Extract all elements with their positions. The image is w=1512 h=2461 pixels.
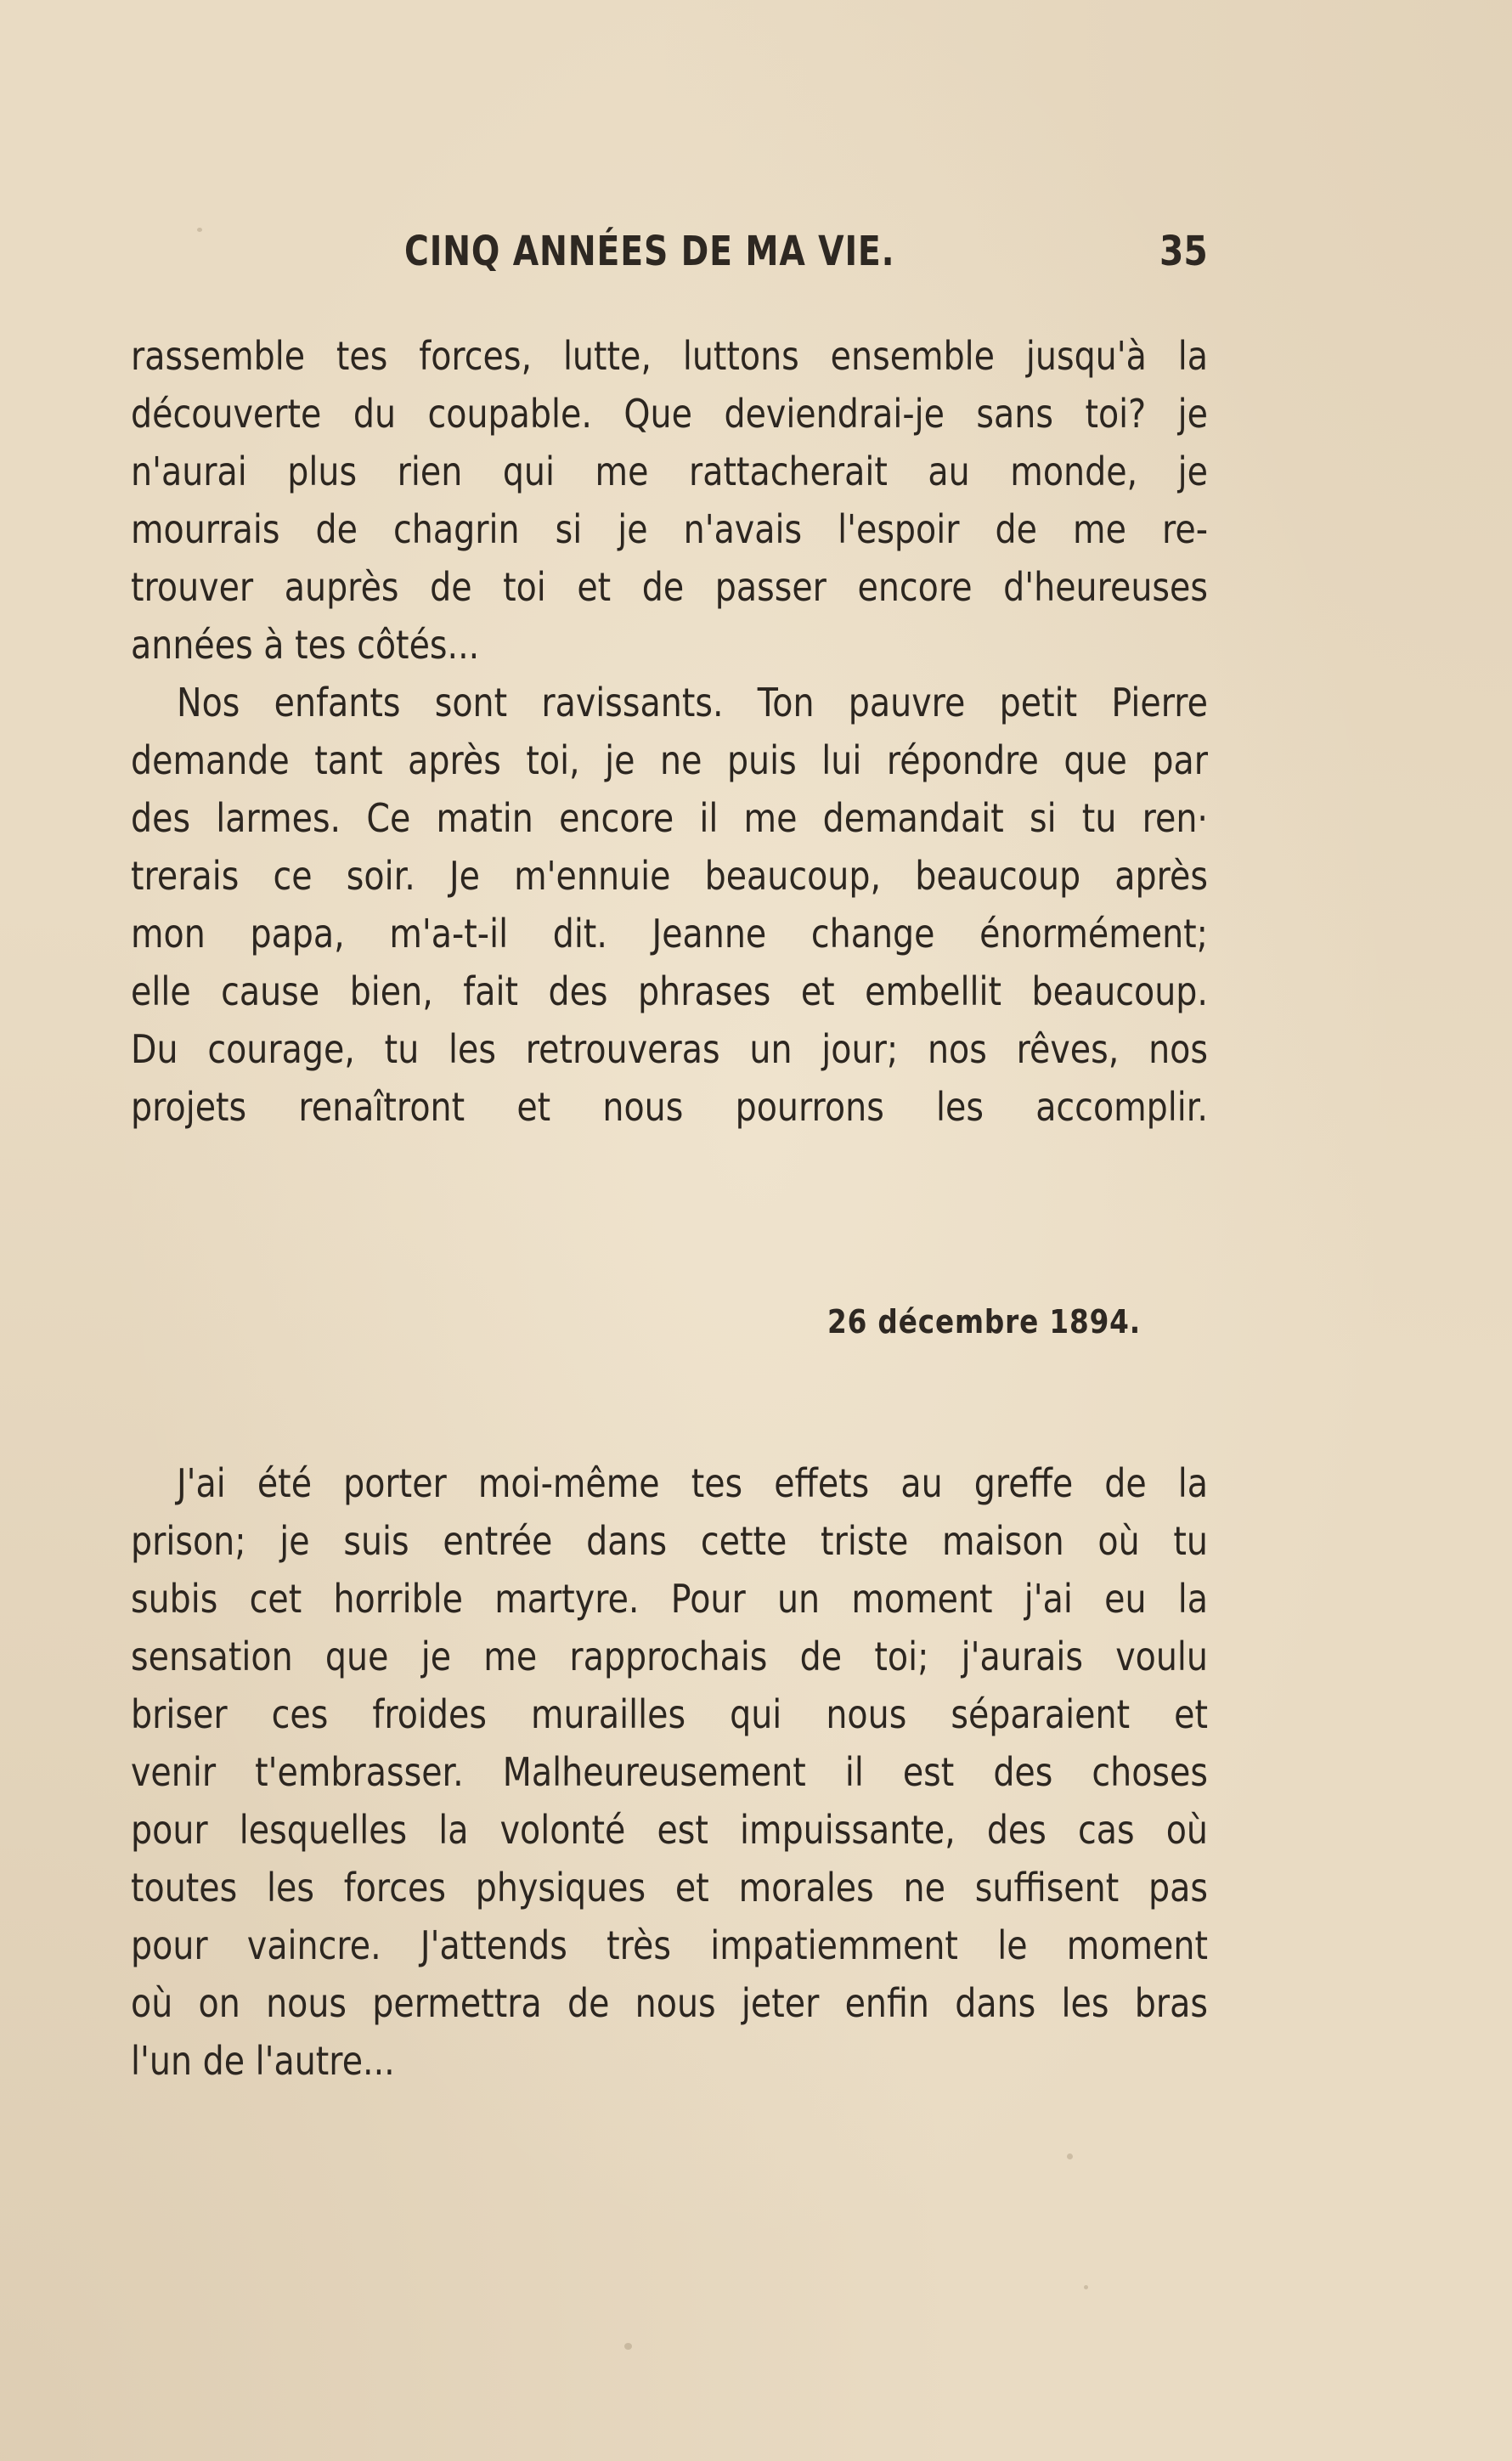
text-line: trouver auprès de toi et de passer encore d'heureuses [131, 564, 1208, 610]
text-line: n'aurai plus rien qui me rattacherait au monde, je [131, 449, 1208, 494]
text-line: Du courage, tu les retrouveras un jour; nos rêves, nos [131, 1026, 1208, 1072]
text-line: découverte du coupable. Que deviendrai-je sans toi? je [131, 391, 1208, 437]
text-line: briser ces froides murailles qui nous séparaient et [131, 1691, 1208, 1737]
text-line: où on nous permettra de nous jeter enfin dans les bras [131, 1980, 1208, 2026]
text-line: toutes les forces physiques et morales ne suffisent pas [131, 1865, 1208, 1911]
text-line: demande tant après toi, je ne puis lui répondre que par [131, 737, 1208, 783]
text-line: projets renaîtront et nous pourrons les accomplir. [131, 1084, 1208, 1130]
text-line: venir t'embrasser. Malheureusement il est des choses [131, 1749, 1208, 1795]
text-line: prison; je suis entrée dans cette triste maison où tu [131, 1518, 1208, 1564]
text-line: mourrais de chagrin si je n'avais l'espoir de me re- [131, 506, 1208, 552]
page-header [131, 228, 1208, 287]
paper-speck [1084, 2285, 1088, 2289]
text-line: rassemble tes forces, lutte, luttons ensemble jusqu'à la [131, 333, 1208, 379]
letter-text-top [131, 327, 1208, 1136]
paper-speck [1067, 2153, 1073, 2159]
text-line: elle cause bien, fait des phrases et embellit beaucoup. [131, 968, 1208, 1014]
text-line: l'un de l'autre... [131, 2038, 395, 2084]
running-title: CINQ ANNÉES DE MA VIE. [404, 228, 895, 275]
text-line: trerais ce soir. Je m'ennuie beaucoup, beaucoup après [131, 853, 1208, 899]
text-line: sensation que je me rapprochais de toi; j'aurais voulu [131, 1634, 1208, 1679]
paper-speck [624, 2343, 632, 2350]
page-number: 35 [1159, 228, 1208, 275]
text-line: pour lesquelles la volonté est impuissante, des cas où [131, 1807, 1208, 1853]
text-line: des larmes. Ce matin encore il me demandait si tu ren· [131, 795, 1208, 841]
text-line: pour vaincre. J'attends très impatiemment le moment [131, 1922, 1208, 1968]
text-line: années à tes côtés... [131, 622, 480, 668]
text-line: Nos enfants sont ravissants. Ton pauvre petit Pierre [177, 680, 1208, 725]
text-line: mon papa, m'a-t-il dit. Jeanne change énormément; [131, 911, 1208, 957]
text-line: J'ai été porter moi-même tes effets au greffe de la [177, 1460, 1208, 1506]
letter-date: 26 décembre 1894. [827, 1303, 1142, 1341]
text-line: subis cet horrible martyre. Pour un moment j'ai eu la [131, 1576, 1208, 1622]
letter-text-bottom [131, 1454, 1208, 2090]
